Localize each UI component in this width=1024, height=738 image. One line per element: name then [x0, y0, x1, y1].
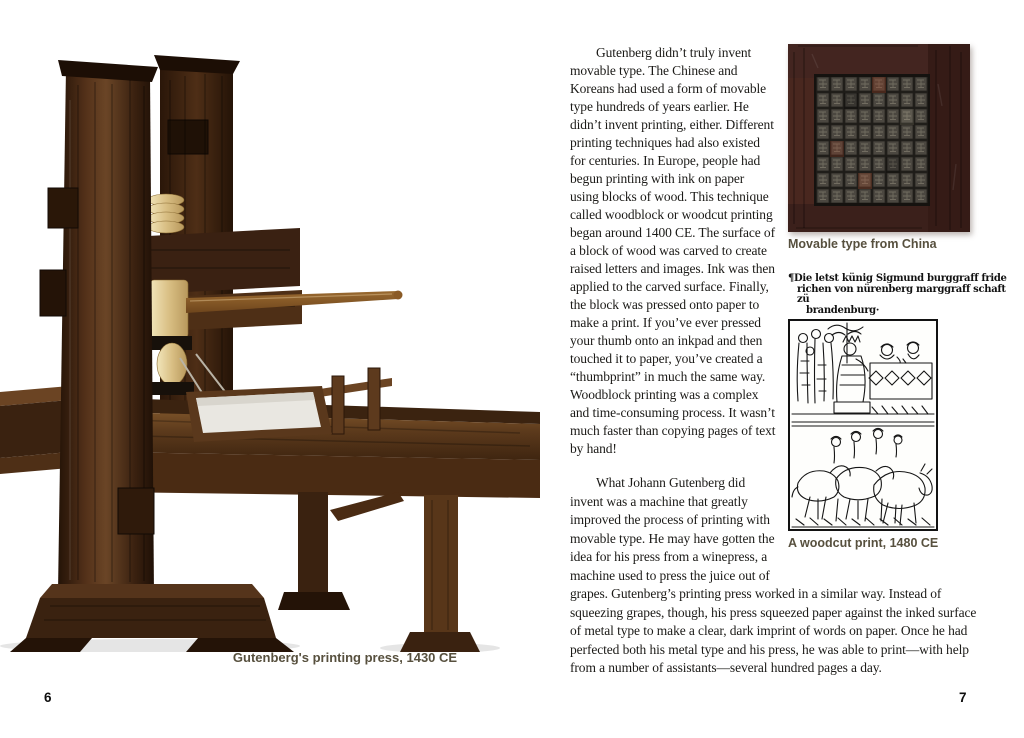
right-page-text-block — [570, 44, 1007, 678]
printing-press-illustration — [0, 40, 545, 652]
gutenberg-press-photo — [0, 40, 545, 652]
paragraph-woodblock-printing: Gutenberg didn’t truly invent movable type. The Chinese and Koreans had used a form of movable type hundreds of years earlier. He didn’t invent printing, either. Different printing techniques had also existed for centuries. In Europe, people had begun printing with ink on paper using blocks of wood. This technique called woodblock or woodcut printing began around 1400 CE. The surface of a block of wood was carved to create raised letters and images. Ink was then applied to the carved surface. Finally, the block was pressed onto paper to make a print. If you’ve ever pressed your thumb onto an inkpad and then touched it to paper, you’ve created a “thumbprint” in much the same way. Woodblock printing was a complex and time-consuming process. It wasn’t much faster than copying pages of text by hand! — [570, 45, 776, 456]
woodcut-print-image — [788, 319, 938, 531]
paragraph-gutenberg-invention: What Johann Gutenberg did invent was a machine that greatly improved the process of printing with movable type. He may have gotten the idea for his press from a winepress, a machine used to press the juice out of grapes. Gutenberg’s printing press worked in a similar way. Instead of squeezing grapes, though, his press squeezed paper against the inked surface of metal type to make a clear, dark imprint of words on paper. Once he had perfected both his metal type and his press, he was able to print—with help from a number of assistants—several hundred pages a day. — [570, 475, 977, 675]
press-photo-caption: Gutenberg's printing press, 1430 CE — [232, 650, 458, 665]
movable-type-figure — [788, 44, 1010, 252]
figure-column — [788, 44, 1010, 551]
blackletter-line: ¶Die letst künig Sigmund burggraff fride — [788, 273, 1007, 284]
woodcut-line-art — [790, 321, 936, 529]
blackletter-line: richen von nürenberg marggraff schaft zü — [797, 283, 1006, 305]
movable-type-caption: Movable type from China — [788, 237, 937, 251]
woodcut-blackletter-heading — [788, 274, 1010, 316]
page-number-left: 6 — [44, 690, 52, 705]
woodcut-caption: A woodcut print, 1480 CE — [788, 536, 939, 550]
blackletter-line: brandenburg· — [806, 304, 880, 316]
page-number-right: 7 — [959, 690, 967, 705]
woodcut-figure — [788, 274, 1010, 551]
movable-type-photo — [788, 44, 970, 232]
